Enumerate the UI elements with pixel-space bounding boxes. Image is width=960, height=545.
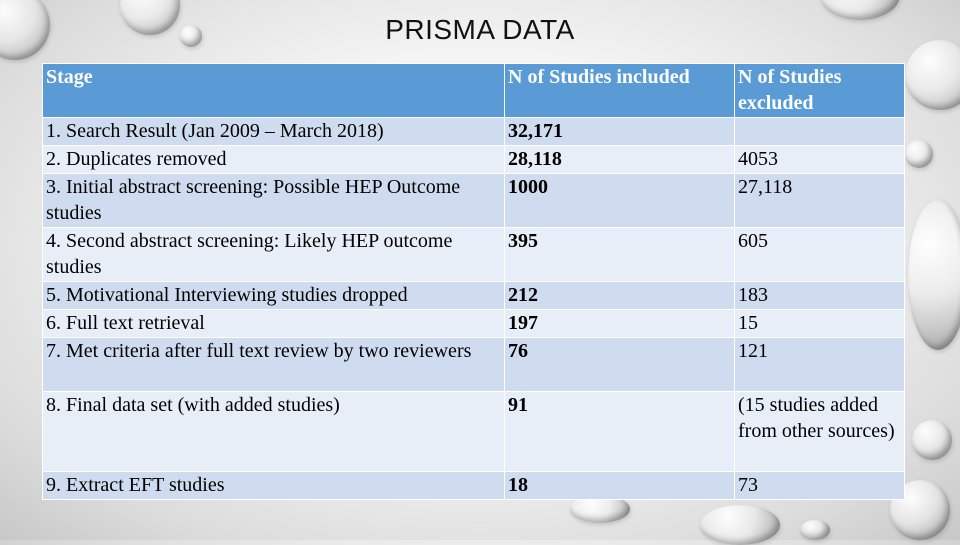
excluded-cell: 183 [735, 282, 905, 310]
table-row [43, 282, 905, 310]
header-stage: Stage [43, 64, 505, 118]
excluded-cell: 27,118 [735, 174, 905, 228]
table-header-row [43, 64, 905, 118]
table-row [43, 338, 905, 392]
stage-cell: 8. Final data set (with added studies) [43, 392, 505, 472]
decorative-bubble [905, 140, 933, 168]
included-cell: 32,171 [505, 118, 735, 146]
excluded-cell: 121 [735, 338, 905, 392]
table-row [43, 174, 905, 228]
included-cell: 1000 [505, 174, 735, 228]
included-cell: 18 [505, 472, 735, 500]
stage-cell: 6. Full text retrieval [43, 310, 505, 338]
stage-cell: 5. Motivational Interviewing studies dropped [43, 282, 505, 310]
included-cell: 212 [505, 282, 735, 310]
slide-title: PRISMA DATA [385, 14, 575, 45]
table-row [43, 310, 905, 338]
table-row [43, 118, 905, 146]
header-included: N of Studies included [505, 64, 735, 118]
excluded-cell [735, 118, 905, 146]
stage-cell: 4. Second abstract screening: Likely HEP outcome studies [43, 228, 505, 282]
stage-cell: 7. Met criteria after full text review by two reviewers [43, 338, 505, 392]
table-row [43, 228, 905, 282]
included-cell: 197 [505, 310, 735, 338]
included-cell: 395 [505, 228, 735, 282]
stage-cell: 1. Search Result (Jan 2009 – March 2018) [43, 118, 505, 146]
excluded-cell: (15 studies added from other sources) [735, 392, 905, 472]
prisma-table [42, 63, 905, 500]
excluded-cell: 4053 [735, 146, 905, 174]
stage-cell: 3. Initial abstract screening: Possible HEP Outcome studies [43, 174, 505, 228]
header-excluded: N of Studies excluded [735, 64, 905, 118]
stage-cell: 9. Extract EFT studies [43, 472, 505, 500]
included-cell: 91 [505, 392, 735, 472]
excluded-cell: 15 [735, 310, 905, 338]
excluded-cell: 605 [735, 228, 905, 282]
table-row [43, 146, 905, 174]
included-cell: 76 [505, 338, 735, 392]
decorative-bubble [700, 505, 780, 545]
included-cell: 28,118 [505, 146, 735, 174]
decorative-bubble [800, 520, 830, 540]
decorative-bubble [912, 420, 952, 460]
table-row [43, 472, 905, 500]
decorative-bubble [908, 200, 960, 350]
table-row [43, 392, 905, 472]
excluded-cell: 73 [735, 472, 905, 500]
stage-cell: 2. Duplicates removed [43, 146, 505, 174]
decorative-bubble [905, 40, 960, 110]
